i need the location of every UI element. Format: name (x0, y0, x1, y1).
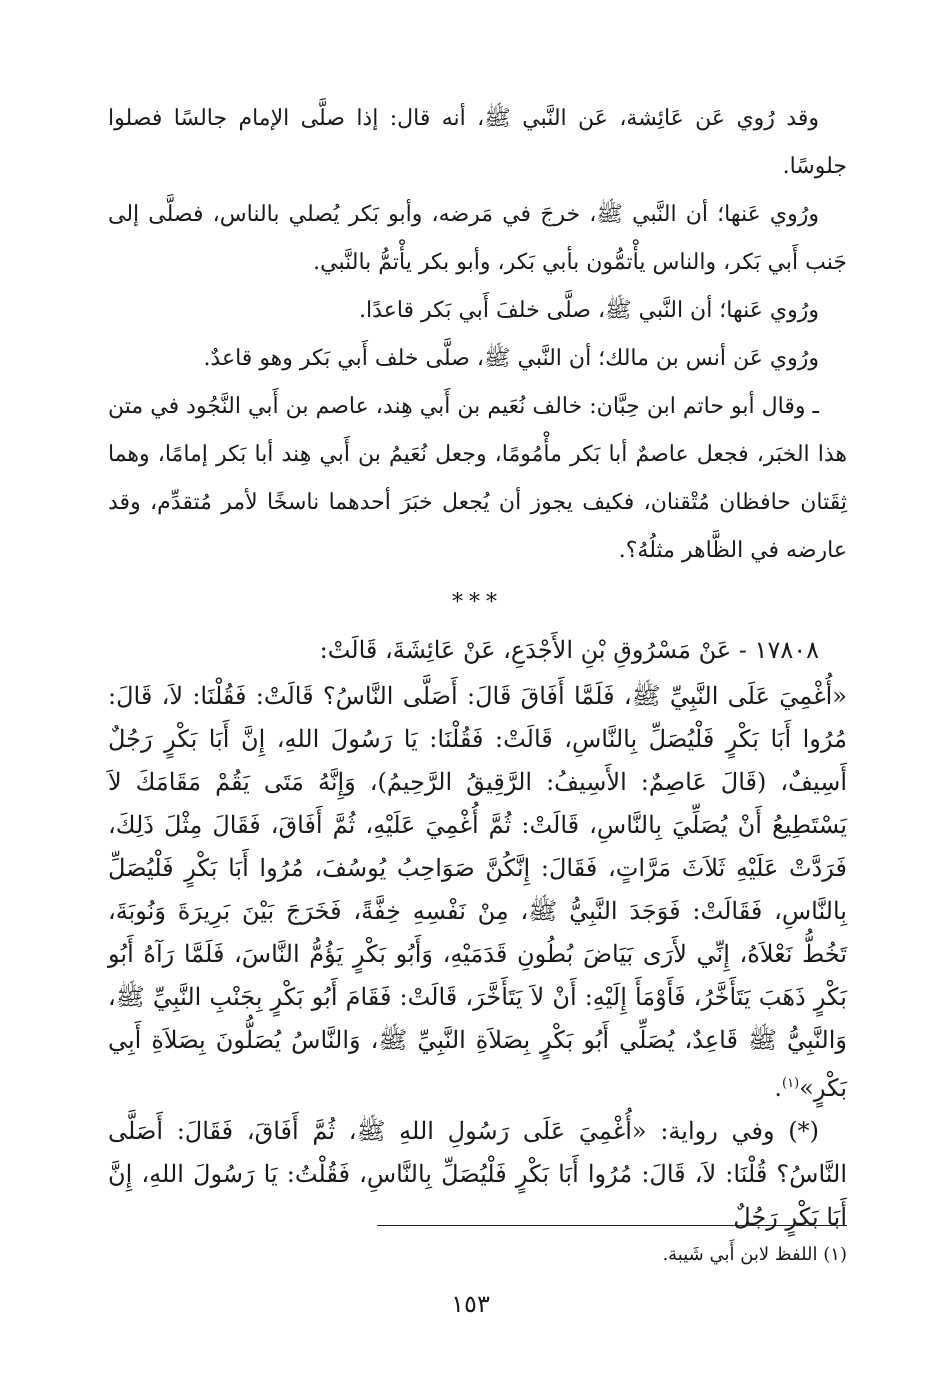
alternate-prefix: (*) وفي رواية: (646, 1117, 819, 1145)
hadith-heading: ١٧٨٠٨ - عَنْ مَسْرُوقِ بْنِ الأَجْدَعِ، عَنْ عَائِشَةَ، قَالَتْ: (319, 636, 819, 664)
footnote-divider (377, 1225, 847, 1226)
hadith-body (108, 675, 847, 1110)
footnote: (١) اللفظ لابن أَبي شَيبة. (662, 1244, 847, 1265)
footnote-reference[interactable]: (١) (782, 1076, 800, 1091)
paragraph-1: وقد رُوي عَن عَائِشة، عَن النَّبي ﷺ، أنه قال: إذا صلَّى الإمام جالسًا فصلوا جلوسًا. (108, 106, 847, 179)
paragraph-5: ـ وقال أبو حاتم ابن حِبَّان: خالف نُعَيم بن أَبي هِند، عاصم بن أَبي النَّجُود في متن هذا الخبَر، فجعل عاصمٌ أبا بَكر مأْمُومًا، وجعل نُعَيمُ بن أَبي هِند أبا بَكر إمامًا، وهما ثِقَتان حافظان مُتْقنان، فكيف يجوز أن يُجعل خبَرَ أحدهما ناسخًا لأمر مُتقدِّم، وقد عارضه في الظَّاهر مثلُهُ؟. (108, 394, 847, 563)
section-separator: *** (452, 590, 503, 615)
hadith-alternate-narration (108, 1110, 847, 1239)
page-body (108, 95, 847, 1385)
paragraph-3: ورُوي عَنها؛ أن النَّبي ﷺ، صلَّى خلفَ أَبي بَكر قاعدًا. (359, 298, 819, 323)
page-number: ١٥٣ (451, 1290, 490, 1318)
paragraph-2: ورُوي عَنها؛ أن النَّبي ﷺ، خرجَ في مَرضه، وأبو بَكر يُصلي بالناس، فصلَّى إلى جَنب أَبي بَكر، والناس يأْتمُّون بأبي بَكر، وأبو بكر يأْتمُّ بالنَّبي. (108, 202, 847, 275)
hadith-end: . (774, 1074, 782, 1102)
alternate-text: «أُغْمِيَ عَلَى رَسُولِ اللهِ ﷺ، ثُمَّ أَفَاقَ، فَقَالَ: أَصَلَّى النَّاسُ؟ قُلْنَا: لاَ، قَالَ: مُرُوا أَبَا بَكْرٍ فَلْيُصَلِّ بِالنَّاسِ، فَقُلْتُ: يَا رَسُولَ اللهِ، إِنَّ أَبَا بَكْرٍ رَجُلٌ (108, 1117, 847, 1231)
hadith-text: «أُغْمِيَ عَلَى النَّبِيِّ ﷺ، فَلَمَّا أَفَاقَ قَالَ: أَصَلَّى النَّاسُ؟ قَالَتْ: فَقُلْنَا: لاَ، قَالَ: مُرُوا أَبَا بَكْرٍ فَلْيُصَلِّ بِالنَّاسِ، قَالَتْ: فَقُلْنَا: يَا رَسُولَ اللهِ، إِنَّ أَبَا بَكْرٍ رَجُلٌ أَسِيفٌ، (قَالَ عَاصِمٌ: الأَسِيفُ: الرَّقِيقُ الرَّحِيمُ)، وَإِنَّهُ مَتَى يَقُمْ مَقَامَكَ لاَ يَسْتَطِيعُ أَنْ يُصَلِّيَ بِالنَّاسِ، قَالَتْ: ثُمَّ أُغْمِيَ عَلَيْهِ، ثُمَّ أَفَاقَ، فَقَالَ مِثْلَ ذَلِكَ، فَرَدَّتْ عَلَيْهِ ثَلاَثَ مَرَّاتٍ، فَقَالَ: إِنَّكُنَّ صَوَاحِبُ يُوسُفَ، مُرُوا أَبَا بَكْرٍ فَلْيُصَلِّ بِالنَّاسِ، فَقَالَتْ: فَوَجَدَ النَّبِيُّ ﷺ، مِنْ نَفْسِهِ خِفَّةً، فَخَرَجَ بَيْنَ بَرِيرَةَ وَنُوبَةَ، تَخُطُّ نَعْلاَهُ، إِنِّي لأَرَى بَيَاضَ بُطُونِ قَدَمَيْهِ، وَأَبُو بَكْرٍ يَؤُمُّ النَّاسَ، فَلَمَّا رَآهُ أَبُو بَكْرٍ ذَهَبَ يَتَأَخَّرُ، فَأَوْمَأَ إِلَيْهِ: أَنْ لاَ يَتَأَخَّرَ، قَالَتْ: فَقَامَ أَبُو بَكْرٍ بِجَنْبِ النَّبِيِّ ﷺ، وَالنَّبِيُّ ﷺ قَاعِدٌ، يُصَلِّي أَبُو بَكْرٍ بِصَلاَةِ النَّبِيِّ ﷺ، وَالنَّاسُ يُصَلُّونَ بِصَلاَةِ أَبِي بَكْرٍ» (108, 682, 847, 1102)
paragraph-4: ورُوي عَن أنس بن مالك؛ أن النَّبي ﷺ، صلَّى خلف أَبي بَكر وهو قاعدٌ. (203, 346, 819, 371)
